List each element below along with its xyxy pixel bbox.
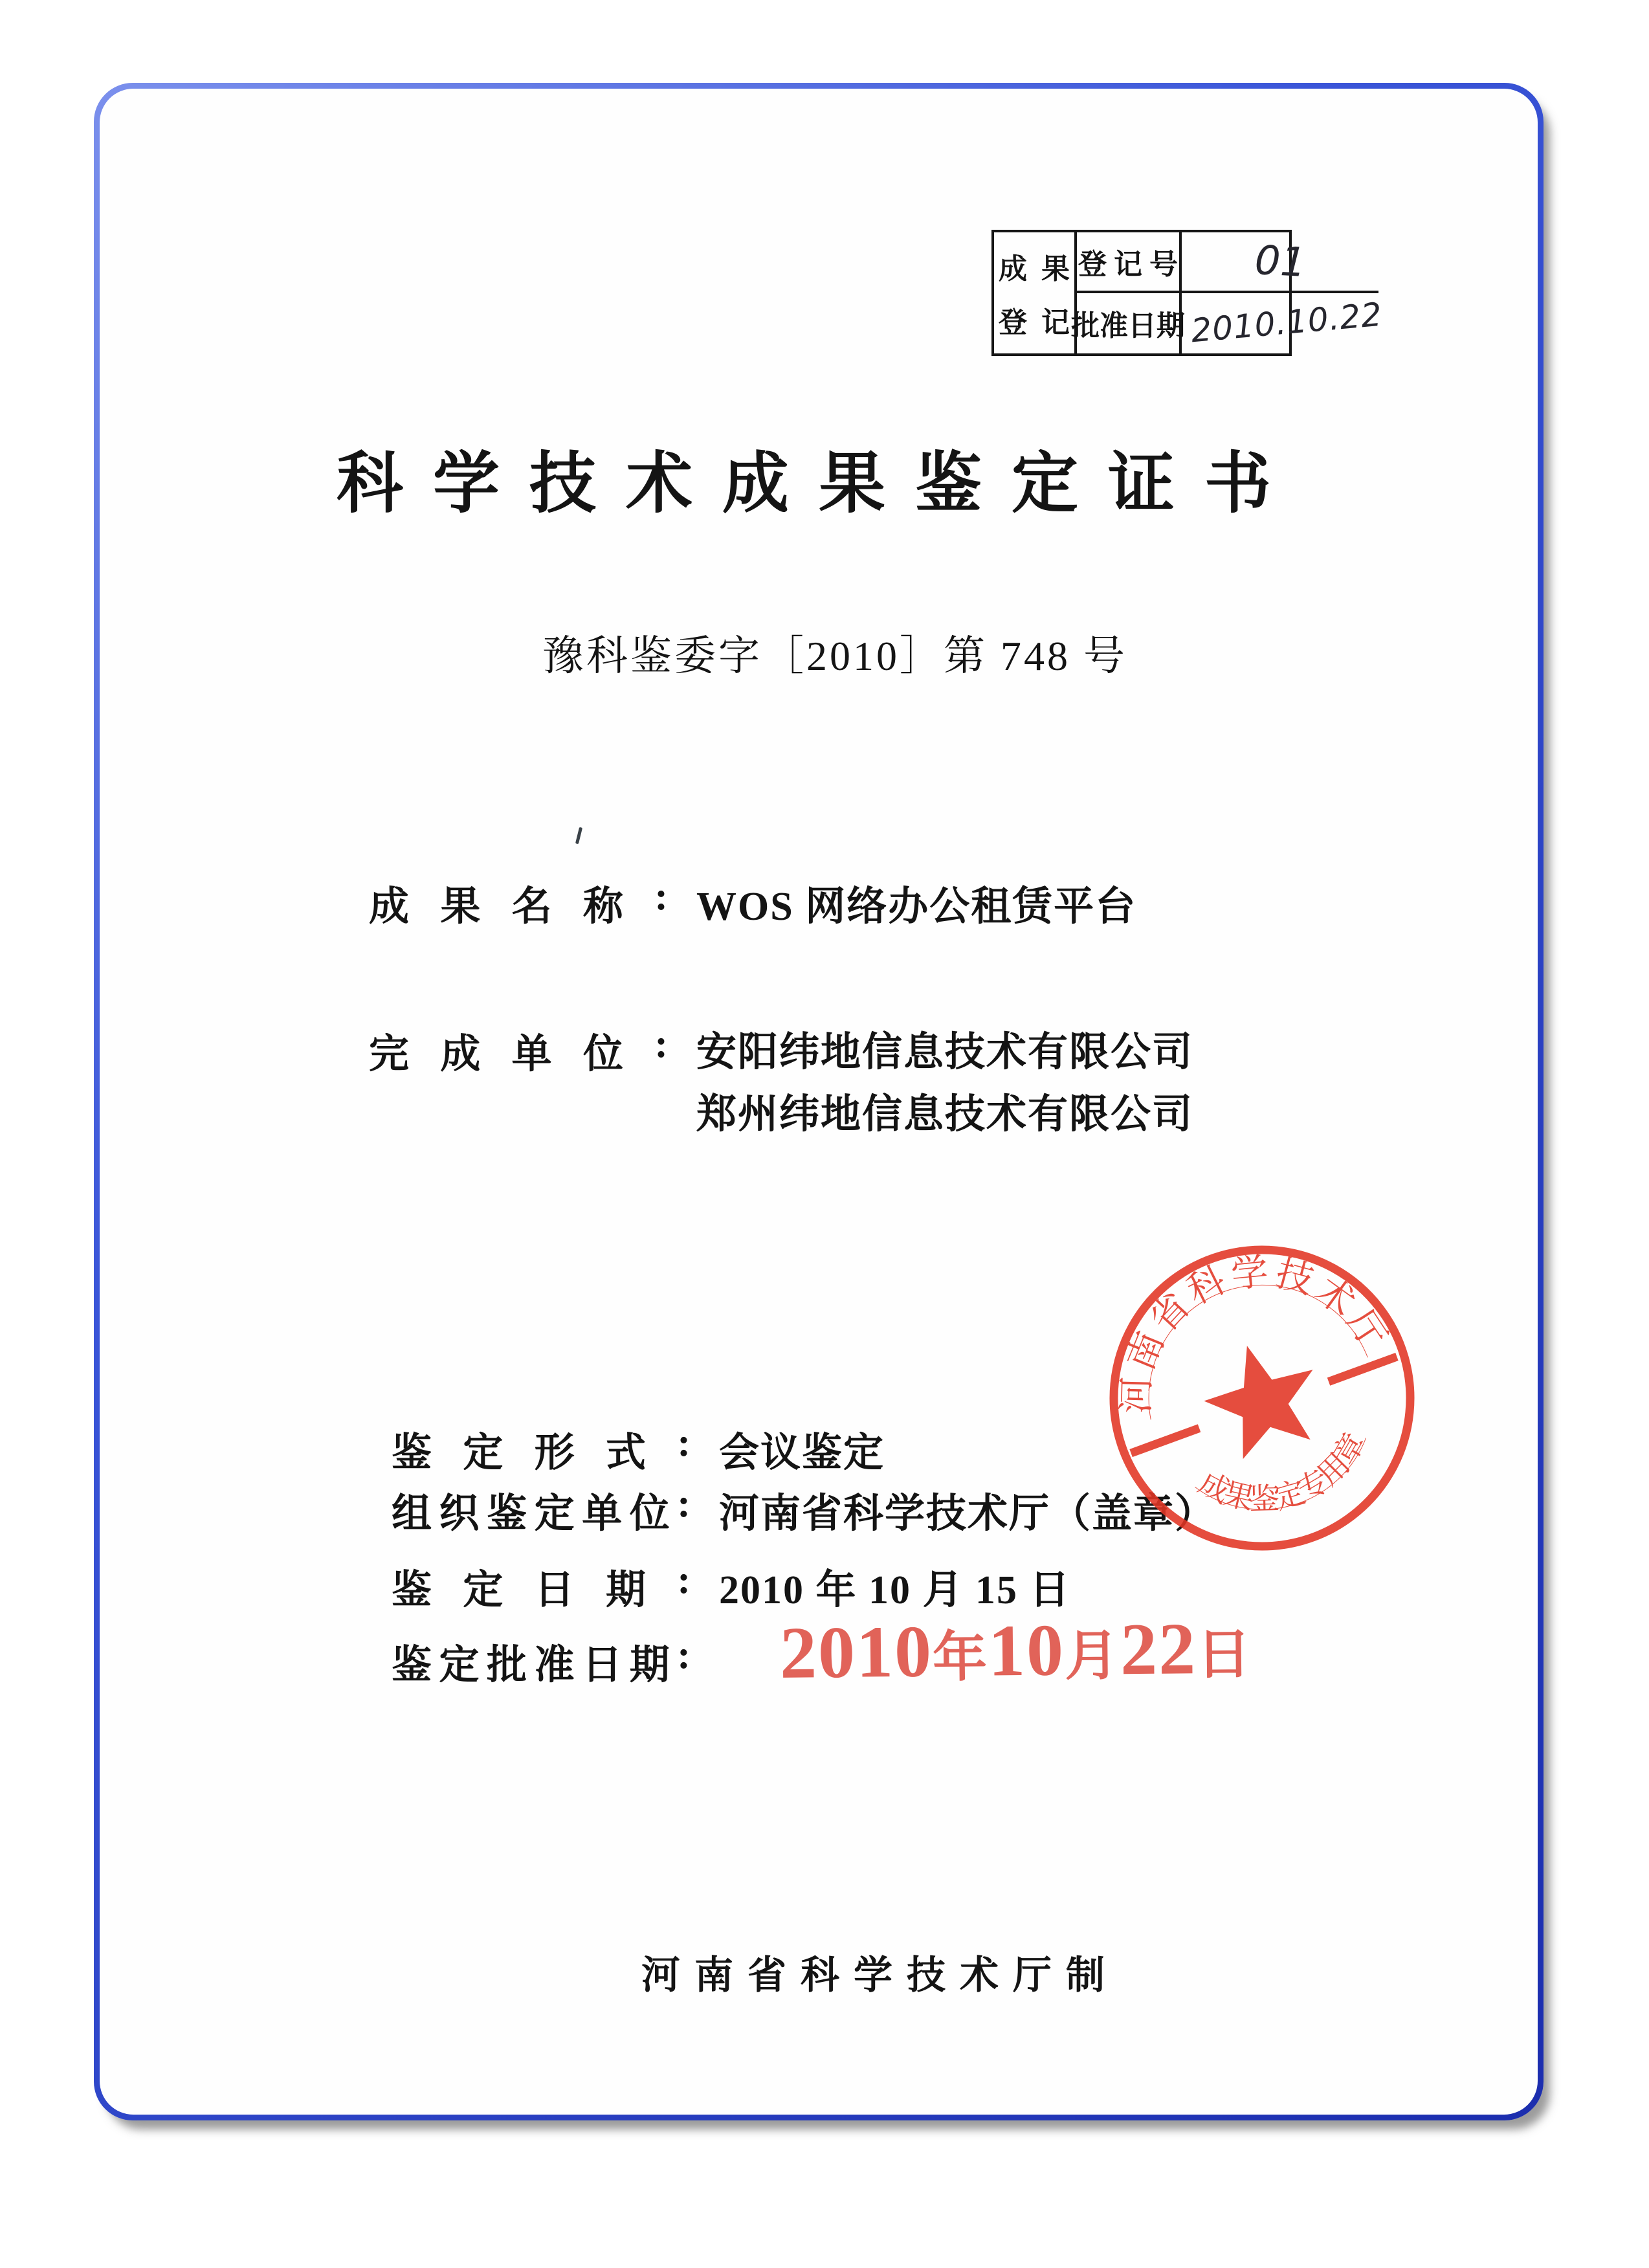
field-organizing-unit xyxy=(392,1481,1216,1539)
issuing-authority-footer: 河南省科学技术厅制 xyxy=(641,1954,1119,1997)
registration-header-line1: 成 果 xyxy=(999,252,1070,285)
field-achievement-name xyxy=(369,874,1136,931)
seal-star-icon xyxy=(1193,1330,1331,1465)
organizing-unit-label: 组 织 鉴 定 单 位 : xyxy=(392,1482,691,1536)
stamp-day: 22 xyxy=(1120,1607,1197,1691)
registration-header-line2: 登 记 xyxy=(999,307,1070,339)
field-appraisal-date xyxy=(392,1557,1071,1615)
registration-number-label: 登 记 号 xyxy=(1077,232,1182,293)
handwritten-approval-date: 2010.10.22 xyxy=(1190,295,1384,350)
achievement-name-label: 成 果 名 称 : xyxy=(369,874,668,929)
completing-unit-1: 安阳纬地信息技术有限公司 xyxy=(696,1030,1194,1074)
field-appraisal-approval-date xyxy=(392,1632,691,1690)
registration-number-value xyxy=(1182,232,1378,293)
organizing-unit-value: 河南省科学技术厅（盖章） xyxy=(719,1492,1217,1536)
completing-unit-2: 郑州纬地信息技术有限公司 xyxy=(696,1093,1194,1137)
certificate-content xyxy=(94,83,1544,2120)
certificate-border-frame xyxy=(94,83,1544,2120)
red-approval-date-stamp xyxy=(779,1605,1252,1696)
appraisal-date-label: 鉴 定 日 期 : xyxy=(392,1558,691,1612)
seal-bottom-text: 成果鉴定专用章 xyxy=(1193,1427,1373,1517)
completing-units-label: 完 成 单 位 : xyxy=(369,1022,668,1076)
field-appraisal-form xyxy=(392,1420,885,1478)
seal-left-bar xyxy=(1129,1429,1201,1454)
official-red-seal xyxy=(1103,1239,1421,1557)
achievement-name-value: WOS 网络办公租赁平台 xyxy=(696,885,1137,929)
registration-table-header xyxy=(994,232,1077,353)
stamp-year-unit: 年 xyxy=(932,1627,989,1689)
appraisal-approval-date-label: 鉴 定 批 准 日 期 : xyxy=(392,1633,691,1687)
appraisal-date-value: 2010 年 10 月 15 日 xyxy=(719,1568,1071,1612)
certificate-title: 科学技术成果鉴定证书 xyxy=(337,447,1301,521)
seal-right-bar xyxy=(1327,1357,1399,1382)
scan-speck xyxy=(575,827,582,844)
stamp-month: 10 xyxy=(988,1608,1065,1692)
stamp-year: 2010 xyxy=(779,1610,933,1694)
approval-date-value xyxy=(1182,293,1384,354)
registration-table xyxy=(991,230,1384,356)
appraisal-form-value: 会议鉴定 xyxy=(719,1431,885,1475)
approval-date-label: 批准日期 xyxy=(1077,293,1182,354)
document-number: 豫科鉴委字［2010］第 748 号 xyxy=(542,633,1127,679)
seal-arc-text: 河南省科学技术厅 xyxy=(1116,1251,1394,1414)
appraisal-form-label: 鉴 定 形 式 : xyxy=(392,1421,691,1475)
field-completing-units xyxy=(369,1021,1193,1146)
handwritten-registration-number: 01 xyxy=(1253,236,1307,287)
stamp-month-unit: 月 xyxy=(1064,1626,1121,1687)
completing-units-values xyxy=(696,1021,1193,1146)
stamp-day-unit: 日 xyxy=(1196,1625,1253,1686)
